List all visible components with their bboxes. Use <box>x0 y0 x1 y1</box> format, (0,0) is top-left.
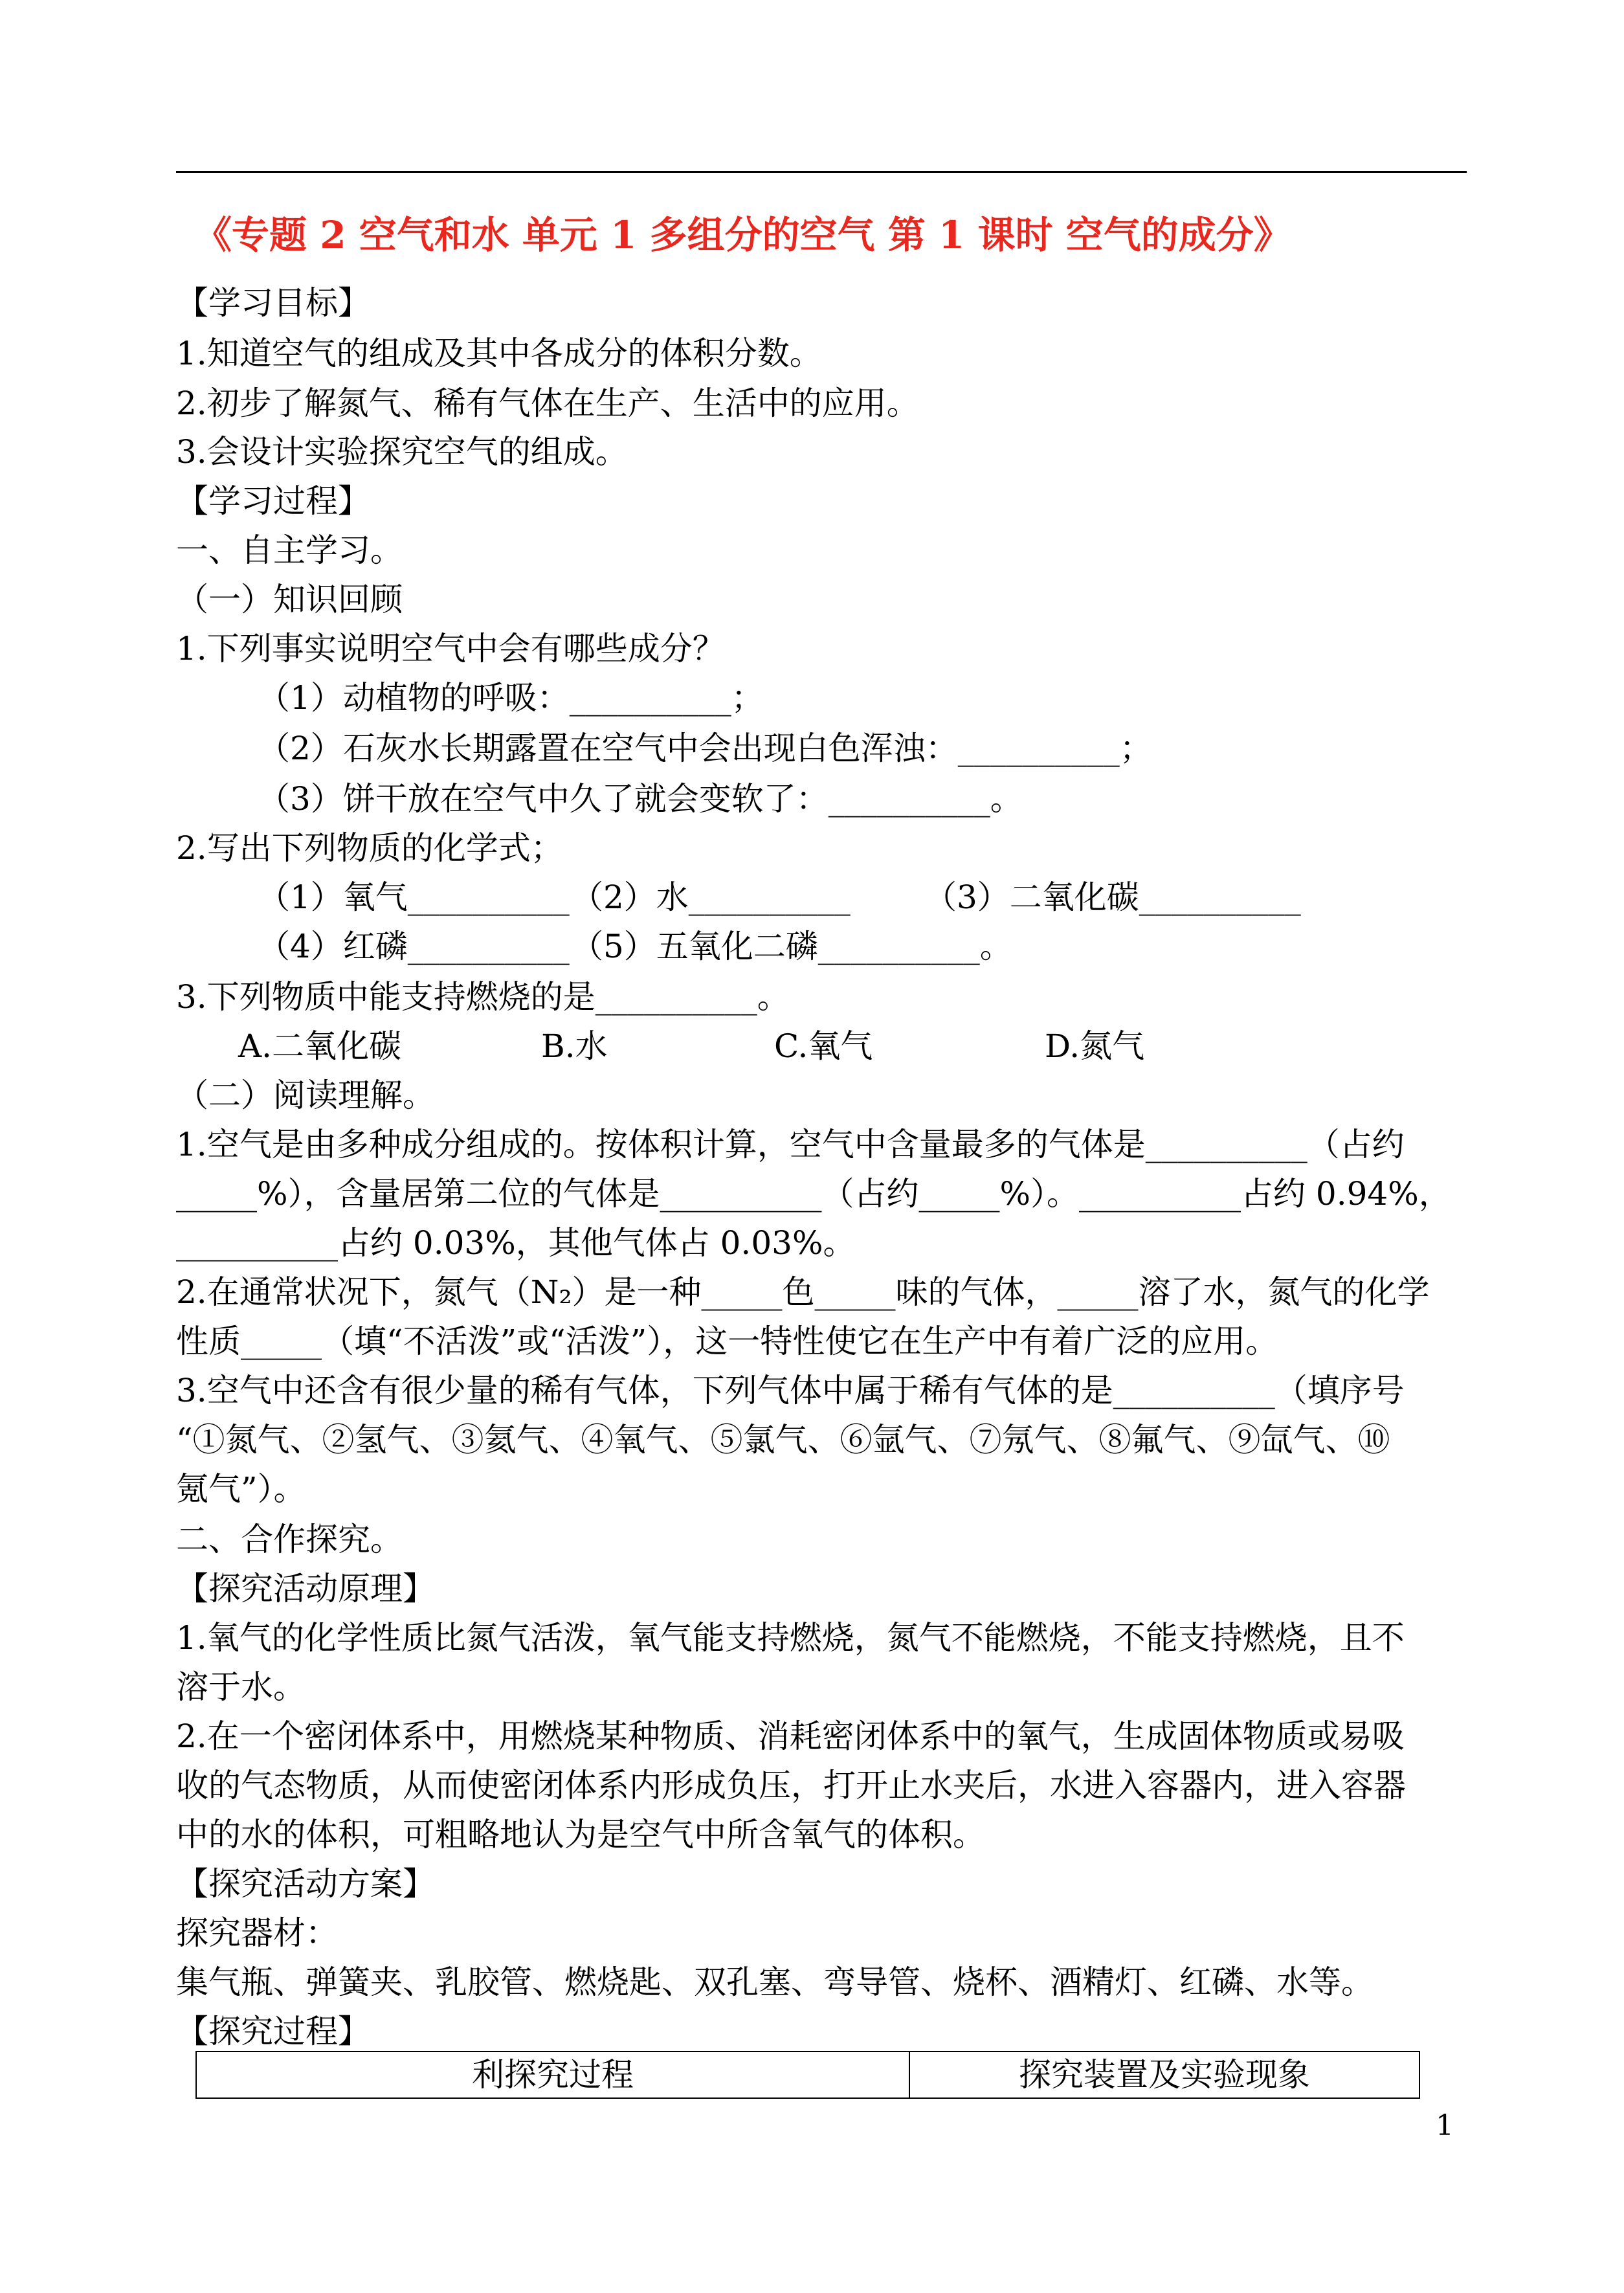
materials-list: 集气瓶、弹簧夹、乳胶管、燃烧匙、双孔塞、弯导管、烧杯、酒精灯、红磷、水等。 <box>176 1963 1374 2001</box>
reading-3-line-2: “①氮气、②氢气、③氦气、④氧气、⑤氯气、⑥氩气、⑦氖气、⑧氟气、⑨氙气、⑩ <box>176 1421 1390 1459</box>
materials-label: 探究器材： <box>176 1914 338 1952</box>
question-3: 3.下列物质中能支持燃烧的是__________。 <box>176 978 790 1016</box>
header-rule <box>176 171 1467 173</box>
document-title: 《专题 2 空气和水 单元 1 多组分的空气 第 1 课时 空气的成分》 <box>194 213 1291 257</box>
reading-3-line-3: 氪气”）。 <box>176 1470 306 1508</box>
option-d: D.氮气 <box>1045 1027 1145 1065</box>
question-1-item-1: （1）动植物的呼吸：__________； <box>258 679 764 717</box>
subsection-review: （一）知识回顾 <box>176 581 403 618</box>
section-heading-plan: 【探究活动方案】 <box>176 1865 435 1903</box>
question-1-item-3: （3）饼干放在空气中久了就会变软了：__________。 <box>258 780 1023 818</box>
procedure-table <box>195 2051 1420 2099</box>
principle-1-line-1: 1.氧气的化学性质比氮气活泼，氧气能支持燃烧，氮气不能燃烧，不能支持燃烧，且不 <box>176 1619 1405 1657</box>
subsection-reading: （二）阅读理解。 <box>176 1077 435 1114</box>
objective-1: 1.知道空气的组成及其中各成分的体积分数。 <box>176 335 822 372</box>
table-header-process: 利探究过程 <box>197 2052 910 2097</box>
reading-3-line-1: 3.空气中还含有很少量的稀有气体，下列气体中属于稀有气体的是__________（填序号 <box>176 1372 1405 1409</box>
principle-2-line-1: 2.在一个密闭体系中，用燃烧某种物质、消耗密闭体系中的氧气，生成固体物质或易吸 <box>176 1717 1405 1755</box>
objective-2: 2.初步了解氮气、稀有气体在生产、生活中的应用。 <box>176 385 919 422</box>
table-header-apparatus: 探究装置及实验现象 <box>1019 2056 1310 2094</box>
question-1: 1.下列事实说明空气中会有哪些成分？ <box>176 630 725 667</box>
reading-2-line-1: 2.在通常状况下，氮气（N₂）是一种_____色_____味的气体，_____溶了水，氮气的化学 <box>176 1273 1430 1311</box>
reading-1-line-1: 1.空气是由多种成分组成的。按体积计算，空气中含量最多的气体是__________（占约 <box>176 1126 1405 1163</box>
question-2-item-3: （3）二氧化碳__________ <box>924 878 1301 916</box>
question-2-item-4: （4）红磷__________ <box>258 928 570 965</box>
principle-2-line-3: 中的水的体积，可粗略地认为是空气中所含氧气的体积。 <box>176 1816 985 1853</box>
question-2-item-2: （2）水__________ <box>571 878 851 916</box>
section-heading-principle: 【探究活动原理】 <box>176 1570 435 1607</box>
principle-2-line-2: 收的气态物质，从而使密闭体系内形成负压，打开止水夹后，水进入容器内，进入容器 <box>176 1767 1406 1804</box>
objective-3: 3.会设计实验探究空气的组成。 <box>176 433 628 471</box>
principle-1-line-2: 溶于水。 <box>176 1668 306 1706</box>
page-number: 1 <box>1436 2109 1454 2142</box>
question-2-item-5: （5）五氧化二磷__________。 <box>571 928 1012 965</box>
question-1-item-2: （2）石灰水长期露置在空气中会出现白色浑浊：__________； <box>258 730 1152 767</box>
part-cooperation: 二、合作探究。 <box>176 1521 403 1558</box>
reading-1-line-3: __________占约 0.03%，其他气体占 0.03%。 <box>176 1224 856 1262</box>
option-a: A.二氧化碳 <box>238 1027 402 1065</box>
section-heading-process: 【学习过程】 <box>176 482 370 520</box>
reading-2-line-2: 性质_____（填“不活泼”或“活泼”），这一特性使它在生产中有着广泛的应用。 <box>176 1323 1278 1360</box>
option-b: B.水 <box>541 1027 608 1065</box>
option-c: C.氧气 <box>774 1027 873 1065</box>
reading-1-line-2: _____%），含量居第二位的气体是__________（占约_____%）。__________占约 0.94%， <box>176 1175 1451 1213</box>
question-2-item-1: （1）氧气__________ <box>258 878 570 916</box>
section-heading-procedure: 【探究过程】 <box>176 2013 370 2050</box>
section-heading-objectives: 【学习目标】 <box>176 284 370 322</box>
part-self-study: 一、自主学习。 <box>176 531 403 569</box>
question-2: 2.写出下列物质的化学式； <box>176 829 563 867</box>
